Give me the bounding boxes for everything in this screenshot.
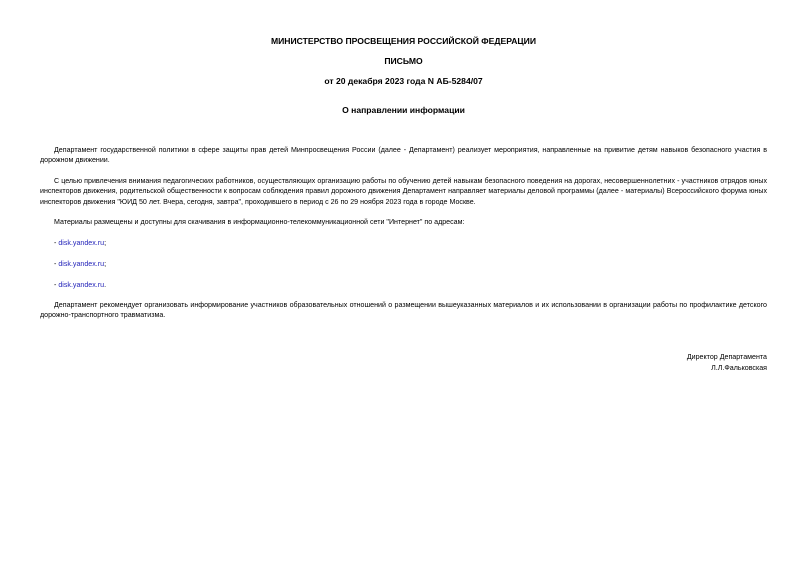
- link-item: [54, 259, 106, 269]
- signature-position: Директор Департамента: [686, 353, 767, 361]
- document-type: ПИСЬМО: [384, 56, 423, 66]
- link-prefix: -: [54, 281, 59, 289]
- link-suffix: ;: [104, 239, 107, 247]
- link-suffix: ;: [104, 260, 107, 268]
- paragraph-availability: Материалы размещены и доступны для скачивания в информационно-телекоммуникационной сети "Интернет" по адресам:: [54, 218, 465, 226]
- link-prefix: -: [54, 239, 59, 247]
- paragraph-recommendation: Департамент рекомендует организовать информирование участников образовательных отношений о размещении вышеуказанных материалов и их использовании в организации работы по профилактике детского дорожно-транспортного травматизма.: [40, 301, 767, 320]
- link-item: [54, 238, 106, 248]
- ministry-title: МИНИСТЕРСТВО ПРОСВЕЩЕНИЯ РОССИЙСКОЙ ФЕДЕРАЦИИ: [270, 36, 537, 46]
- signature-name: Л.Л.Фальковская: [711, 364, 767, 372]
- document-date-number: от 20 декабря 2023 года N АБ-5284/07: [324, 76, 483, 86]
- link-suffix: .: [104, 281, 107, 289]
- link-prefix: -: [54, 260, 59, 268]
- link-item: [54, 280, 106, 290]
- paragraph-purpose: С целью привлечения внимания педагогических работников, осуществляющих организацию работы по обучению детей навыкам безопасного поведения на дорогах, несовершеннолетних - участников отрядов юных инспекторов движения, родительской общественности к вопросам соблюдения правил дорожного движения Департамент направляет материалы деловой программы (далее - материалы) Всероссийского форума юных инспекторов движения "ЮИД 50 лет. Вчера, сегодня, завтра", проходившего в период с 26 по 29 ноября 2023 года в городе Москве.: [40, 177, 767, 206]
- download-link-1[interactable]: disk.yandex.ru: [58, 239, 105, 247]
- paragraph-intro: Департамент государственной политики в сфере защиты прав детей Минпросвещения России (далее - Департамент) реализует мероприятия, направленные на привитие детям навыков безопасного участия в дорожном движении.: [40, 146, 767, 165]
- download-link-3[interactable]: disk.yandex.ru: [58, 281, 105, 289]
- document-subject: О направлении информации: [342, 105, 465, 115]
- download-link-2[interactable]: disk.yandex.ru: [58, 260, 105, 268]
